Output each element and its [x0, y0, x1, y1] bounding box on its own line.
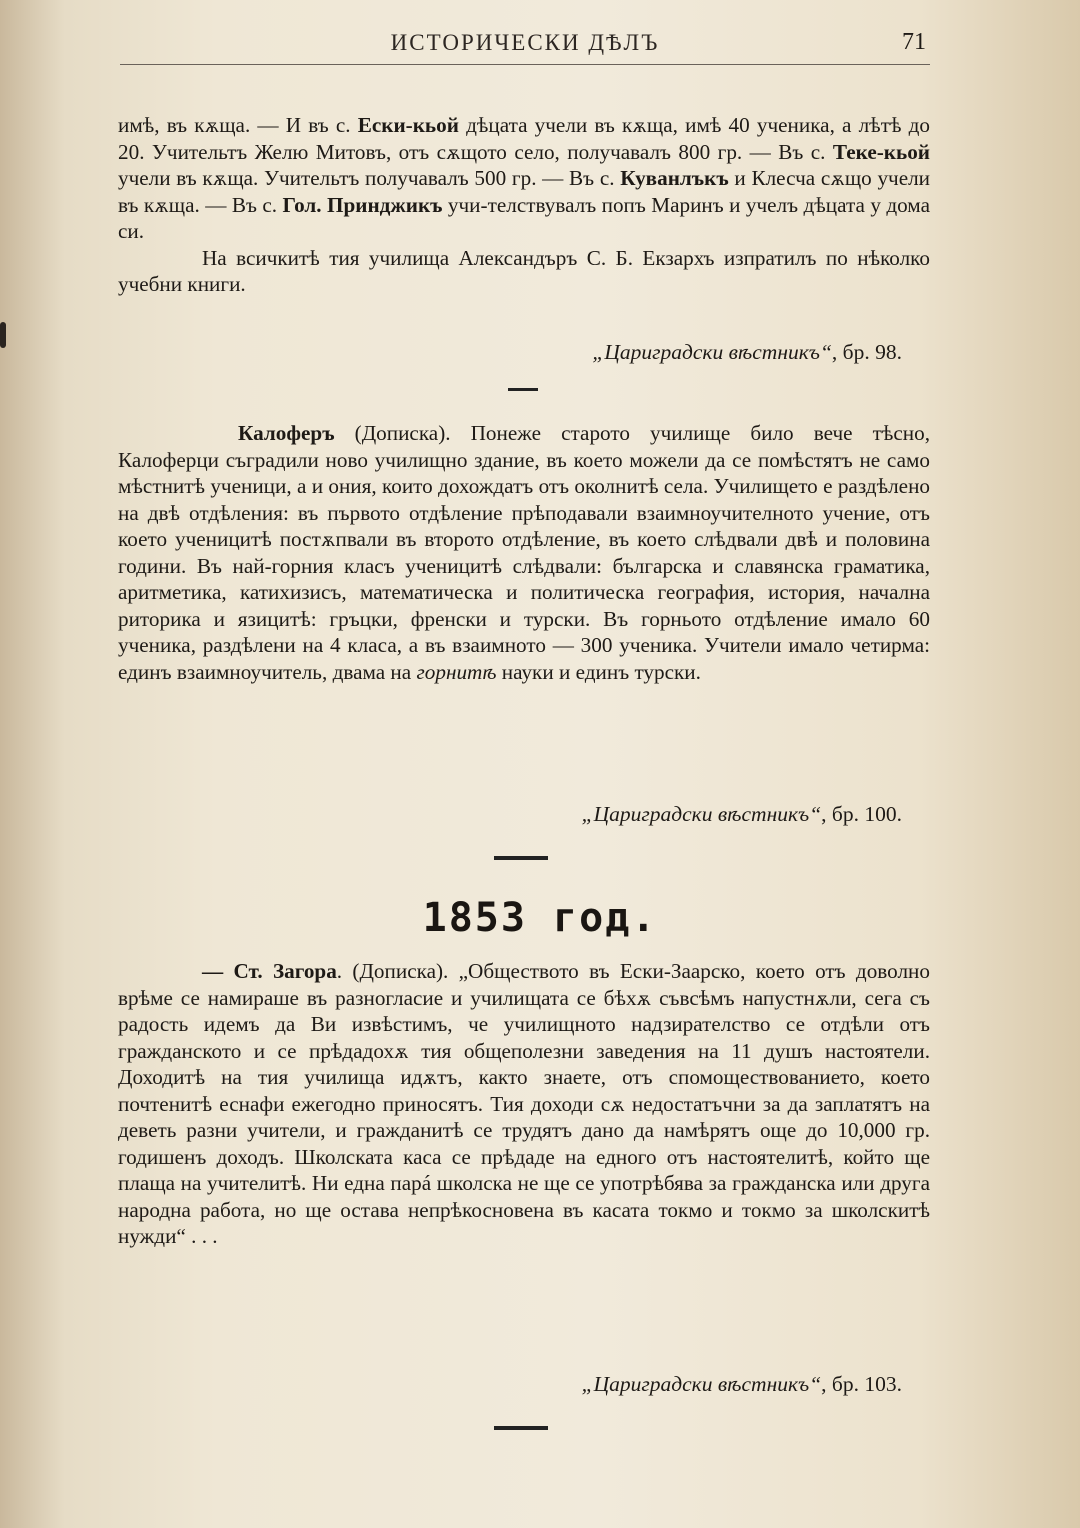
emphasis: горнитѣ — [416, 659, 497, 684]
source-citation — [582, 1372, 902, 1397]
running-head — [120, 28, 930, 65]
separator-rule — [508, 388, 538, 391]
paragraph — [118, 420, 930, 685]
text-run: дѣцата учели въ кѫща, — [458, 113, 678, 137]
text-run: учели въ — [118, 166, 197, 190]
text-run: науки и единъ турски. — [496, 659, 701, 684]
text-run: . (Дописка). „Обществото въ Ески-Заарско, което отъ доволно врѣме се намираше въ разногласие и училищата се бѣхѫ съвсѣмъ напустнѫли, сега съ радость идемъ да Ви извѣстимъ, че училищното надзирателство се отдѣли отъ гражданското и се прѣдадохѫ тия общеполезни заведения на 11 душъ настоятели. Доходитѣ на тия училища идѫтъ, както знаете, отъ спомоществованието, което почтенитѣ еснафи ежегодно приносятъ. Тия доходи сѫ недостатъчни за да заплатятъ на деветь разни учители, и гражданитѣ се трудятъ дано да намѣрятъ още до 10,000 гр. годишенъ доходъ. Школската каса се прѣдаде на едного отъ настоятелитѣ, който ще плаща на учителитѣ. Ни една парá школска не ще се употрѣбява за гражданска или друга народна работа, но ще остава непрѣкосновена въ касата токмо и токмо за школскитѣ нужди“ . . . — [118, 959, 930, 1248]
text-run: и — [728, 166, 746, 190]
paragraph: На всичкитѣ тия училища Александъръ С. Б. Екзархъ изпратилъ по нѣколко учебни книги. — [118, 245, 930, 296]
text-run: телствувалъ попъ Маринъ и учелъ дѣцата у дома си. — [118, 192, 930, 243]
place-name: Теке-кьой — [832, 139, 931, 164]
running-title: ИСТОРИЧЕСКИ ДѢЛЪ — [390, 30, 660, 55]
page-number: 71 — [902, 29, 926, 55]
text-run: (Дописка). Понеже старото училище било вече тѣсно, Калоферци съградили ново училищно здание, въ което можели да се помѣстятъ не само мѣстнитѣ ученици, а и ония, които дохождатъ отъ околнитѣ села. Училището е раздѣлено на двѣ отдѣления: въ първото отдѣление прѣподавали взаимноучителното учение, отъ което ученицитѣ постѫпвали въ второто отдѣление, въ което слѣдвали двѣ и половина години. Въ най-горния класъ ученицитѣ слѣдвали: българска и славянска граматика, аритметика, катихизисъ, математическа и политическа география, история, начална риторика и язицитѣ: гръцки, френски и турски. Въ горньото отдѣление имало 60 ученика, раздѣлени на 4 класа, а въ взаимното — 300 ученика. Учители имало четирма: единъ взаимноучитель, двама на — [118, 421, 930, 684]
text-run: имѣ, въ кѫща. — И въ с. — [118, 113, 358, 137]
separator-rule — [494, 1426, 548, 1430]
section-1 — [118, 112, 930, 298]
source-number: , бр. 98. — [831, 340, 902, 364]
source-citation — [582, 802, 902, 827]
text-run: имѣ 40 ученика, а лѣтѣ до 20. Учительтъ Желю Митовъ, отъ — [118, 113, 930, 164]
source-citation — [592, 340, 902, 365]
source-title: „Цариградски вѣстникъ“ — [592, 340, 832, 364]
paragraph — [118, 958, 930, 1250]
separator-rule — [494, 856, 548, 860]
text-run: Клесча сѫщо учели въ кѫща. — Въ с. — [118, 166, 931, 217]
source-title: „Цариградски вѣстникъ“ — [581, 802, 822, 826]
paragraph — [118, 112, 930, 245]
section-3 — [118, 958, 930, 1250]
source-title: „Цариградски вѣстникъ“ — [581, 1372, 822, 1396]
place-name: Куванлъкъ — [620, 166, 729, 190]
source-number: , бр. 103. — [821, 1372, 902, 1396]
place-name: Калоферъ — [238, 421, 335, 445]
text-run: сѫщото село, получавалъ 800 гр. — Въ с. — [436, 139, 833, 164]
year-heading: 1853 год. — [422, 895, 658, 941]
section-2 — [118, 420, 930, 685]
text-run: учи- — [442, 192, 488, 217]
source-number: , бр. 100. — [821, 802, 902, 826]
place-name: Гол. Принджикъ — [282, 192, 443, 217]
place-name: — Ст. Загора — [202, 959, 337, 983]
place-name: Ески-кьой — [357, 113, 459, 137]
binding-mark — [0, 322, 6, 348]
text-run: кѫща. Учительтъ получавалъ 500 гр. — Въ с. — [202, 166, 621, 190]
